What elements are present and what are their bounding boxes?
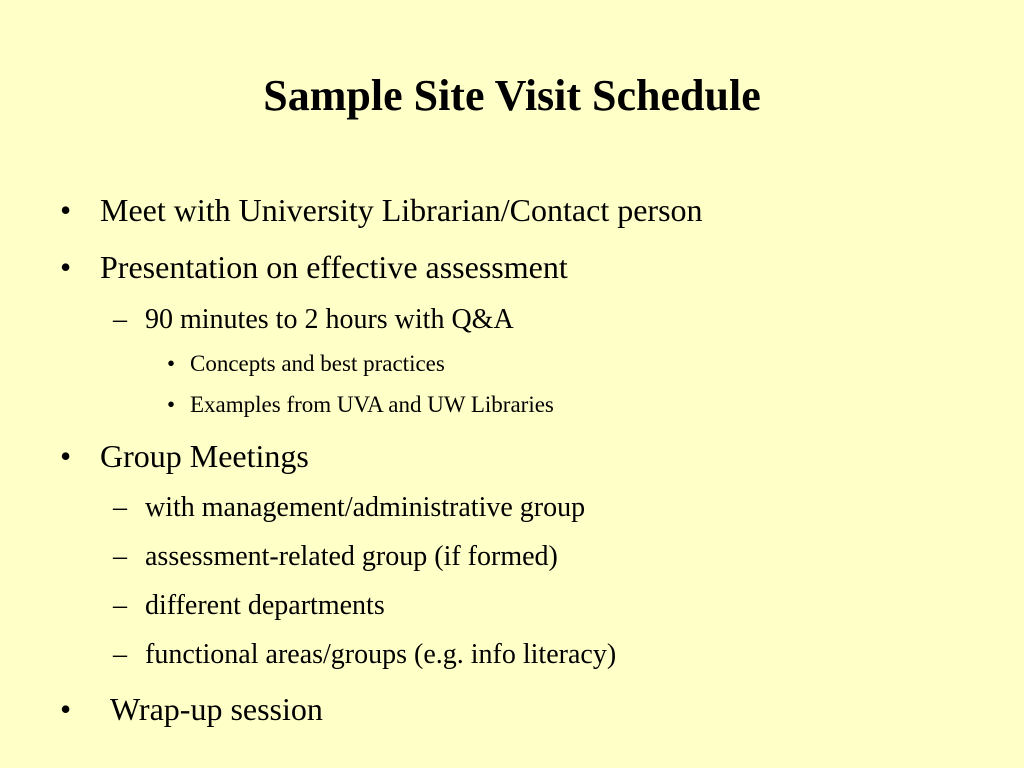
slide-title: Sample Site Visit Schedule [263, 71, 761, 120]
bullet-text: Presentation on effective assessment [100, 249, 568, 285]
sub-item-text: 90 minutes to 2 hours with Q&A [145, 304, 514, 335]
sub-sub-item-text: Examples from UVA and UW Libraries [190, 392, 554, 417]
bullet-icon: • [60, 192, 72, 228]
sub-sub-item-text: Concepts and best practices [190, 351, 445, 376]
bullet-icon: • [60, 249, 72, 285]
dash-icon: – [113, 639, 127, 670]
bullet-icon: • [60, 438, 72, 474]
dash-icon: – [113, 492, 127, 523]
bullet-text: Group Meetings [100, 438, 309, 474]
bullet-icon: • [60, 691, 72, 727]
dash-icon: – [113, 590, 127, 621]
sub-item-text: assessment-related group (if formed) [145, 541, 558, 572]
sub-item-text: different departments [145, 590, 385, 621]
sub-item-text: with management/administrative group [145, 492, 586, 523]
dash-icon: – [113, 304, 127, 335]
bullet-text: Wrap-up session [110, 691, 323, 727]
bullet-text: Meet with University Librarian/Contact person [100, 192, 703, 228]
bullet-icon: • [167, 351, 176, 376]
bullet-icon: • [167, 392, 176, 417]
sub-item-text: functional areas/groups (e.g. info literacy) [145, 639, 617, 670]
dash-icon: – [113, 541, 127, 572]
